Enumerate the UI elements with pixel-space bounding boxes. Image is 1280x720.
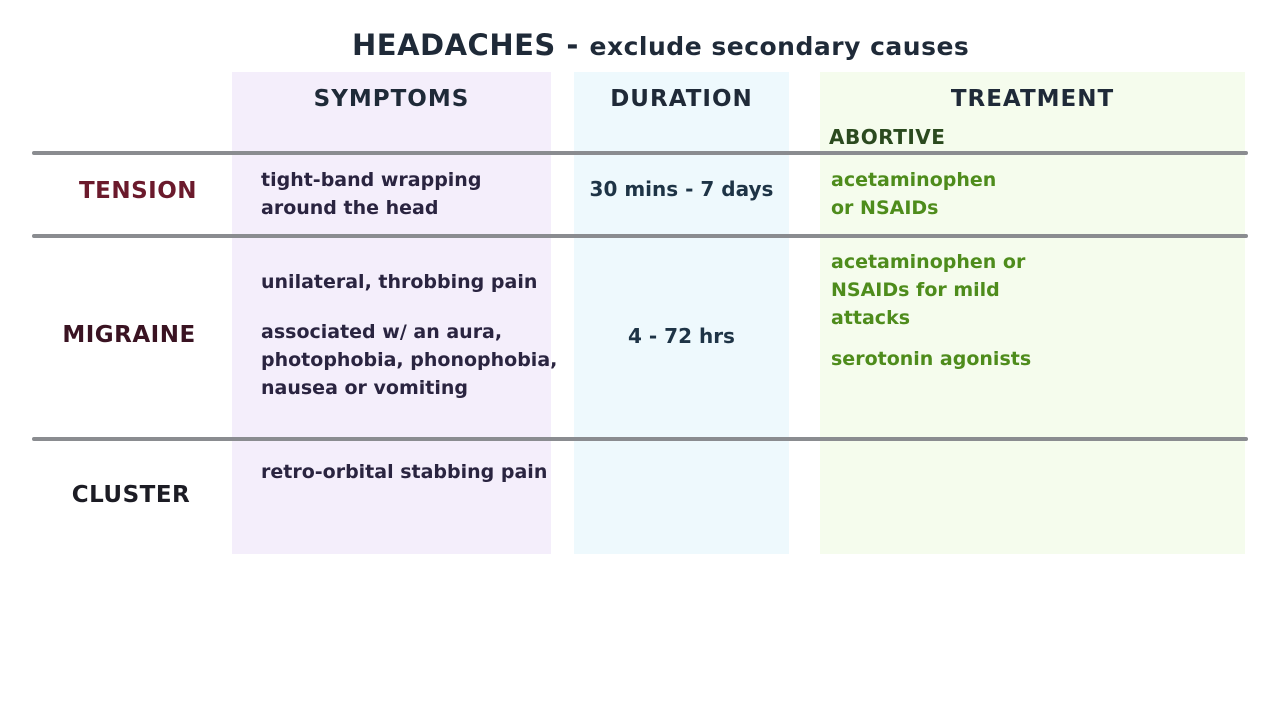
migraine-treatment-line-1: acetaminophen or [831,251,1026,273]
row-divider-header [32,151,1248,155]
migraine-treatment-serotonin: serotonin agonists [831,348,1032,370]
migraine-treatment-line-3: attacks [831,307,911,329]
tension-symptoms-line-1: tight-band wrapping [261,169,482,191]
migraine-symptoms-line-1: associated w/ an aura, [261,321,503,343]
page-title [352,28,969,62]
title-separator: - [555,28,590,62]
migraine-symptoms-line-3: nausea or vomiting [261,377,469,399]
duration-column-panel [574,72,789,554]
migraine-treatment-mild [831,248,1025,332]
migraine-symptoms-primary: unilateral, throbbing pain [261,271,538,293]
title-subtitle: exclude secondary causes [589,32,970,61]
abortive-subheader: ABORTIVE [829,125,946,149]
tension-symptoms [261,166,481,222]
migraine-treatment-line-2: NSAIDs for mild [831,279,1000,301]
migraine-symptoms-line-2: photophobia, phonophobia, [261,349,558,371]
migraine-duration: 4 - 72 hrs [628,324,735,348]
migraine-symptoms-associated [261,318,557,402]
duration-header: DURATION [610,86,753,112]
treatment-header: TREATMENT [950,86,1115,112]
title-main: HEADACHES [352,28,556,62]
row-label-tension: TENSION [78,178,198,204]
tension-treatment [831,166,996,222]
tension-treatment-line-2: or NSAIDs [831,197,939,219]
symptoms-header: SYMPTOMS [313,86,470,112]
row-divider-tension [32,234,1248,238]
tension-duration: 30 mins - 7 days [589,177,774,201]
row-label-cluster: CLUSTER [71,482,191,508]
row-divider-migraine [32,437,1248,441]
tension-symptoms-line-2: around the head [261,197,439,219]
cluster-symptoms: retro-orbital stabbing pain [261,461,548,483]
row-label-migraine: MIGRAINE [62,322,196,348]
tension-treatment-line-1: acetaminophen [831,169,997,191]
